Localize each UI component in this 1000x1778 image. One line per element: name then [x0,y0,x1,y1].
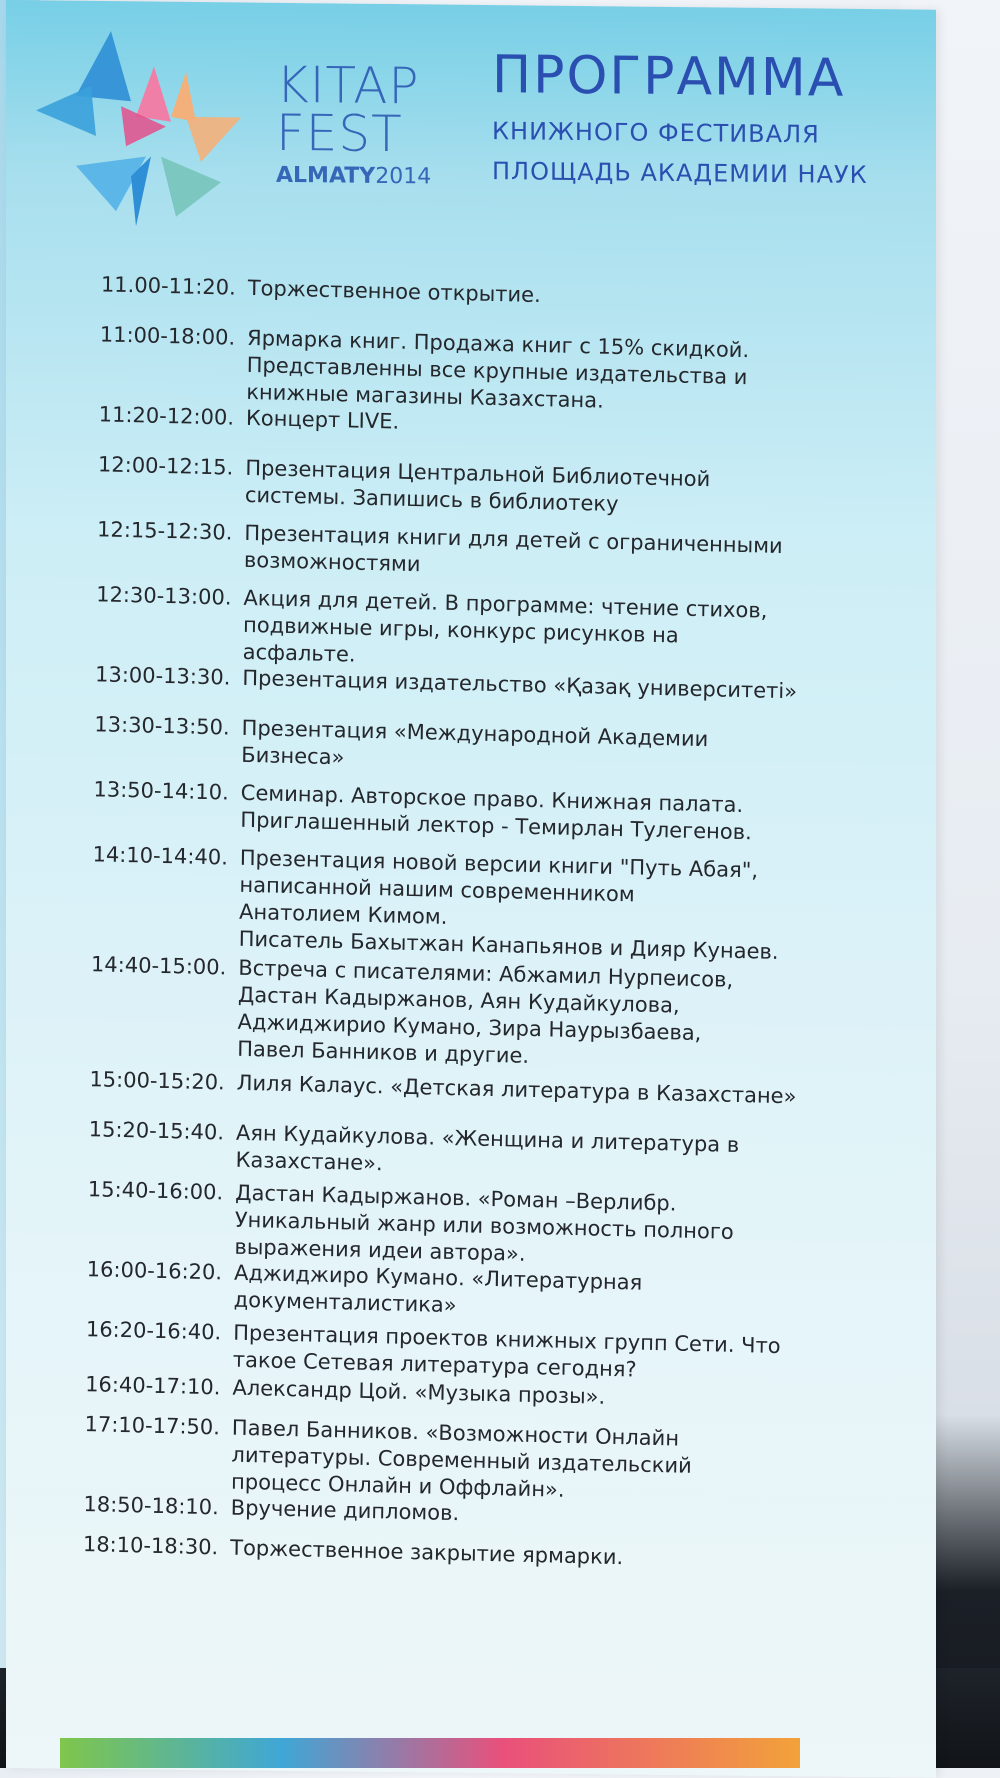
schedule-row [67,841,888,969]
schedule-row [65,951,886,1079]
page-subtitle: КНИЖНОГО ФЕСТИВАЛЯ [492,117,820,149]
schedule-event: Лиля Калаус. «Детская литература в Казахстане» [236,1070,797,1109]
schedule-event: Семинар. Авторское право. Книжная палата. Приглашенный лектор - Темирлан Тулегенов. [240,780,752,845]
schedule-time: 18:10-18:30. [82,1532,219,1560]
schedule-time: 11:20-12:00. [98,402,235,430]
schedule-time: 14:10-14:40. [92,842,229,870]
schedule-event: Дастан Кадыржанов. «Роман –Верлибр. Уникальный жанр или возможность полного выражения идеи автора». [234,1180,734,1266]
brand-year: 2014 [375,163,432,190]
schedule-row [72,516,893,590]
schedule-row [58,1530,878,1577]
schedule-time: 12:30-13:00. [96,582,232,610]
schedule-event: Презентация проектов книжных групп Сети. Что такое Сетевая литература сегодня? [232,1320,781,1382]
schedule-time: 12:15-12:30. [96,517,233,545]
festival-logo-icon [36,25,266,237]
schedule-time: 13:50-14:10. [93,777,229,805]
schedule-event: Презентация издательство «Қазақ университеті» [242,665,798,704]
page-title: ПРОГРАММА [492,45,846,109]
brand-city: ALMATY [276,162,376,189]
schedule-event: Аджиджиро Кумано. «Литературная документалистика» [233,1260,643,1318]
schedule-time: 16:20-16:40. [85,1317,222,1345]
program-banner [6,0,936,1778]
schedule-time: 16:40-17:10. [84,1372,221,1400]
schedule-list [76,271,896,1570]
schedule-event: Ярмарка книг. Продажа книг с 15% скидкой. Представленны все крупные издательства и книжные магазины Казахстана. [246,325,750,413]
schedule-event: Встреча с писателями: Абжамил Нурпеисов, Дастан Кадыржанов, Аян Кудайкулова, Аджиджирио Кумано, Зира Наурызбаева, Павел Банников и другие. [237,955,734,1068]
schedule-row [76,271,896,318]
brand-city-year [276,163,431,190]
schedule-time: 13:00-13:30. [94,662,231,690]
schedule-time: 15:00-15:20. [89,1067,225,1095]
schedule-time: 11:00-18:00. [99,322,236,350]
schedule-time: 11.00-11:20. [100,272,236,300]
schedule-event: Презентация новой версии книги "Путь Абая", написанной нашим современником Анатолием Кимом. Писатель Бахытжан Канапьянов и Дияр Кунаев. [238,845,779,964]
schedule-time: 16:00-16:20. [86,1257,223,1285]
schedule-event: Александр Цой. «Музыка прозы». [232,1375,606,1409]
schedule-event: Вручение дипломов. [230,1495,460,1526]
brand-wordmark [276,55,432,190]
brand-line-fest: FEST [276,103,403,164]
schedule-time: 17:10-17:50. [84,1412,221,1440]
schedule-time: 14:40-15:00. [90,952,227,980]
title-block [492,45,868,195]
page-location: ПЛОЩАДЬ АКАДЕМИИ НАУК [492,157,868,190]
schedule-event: Акция для детей. В программе: чтение стихов, подвижные игры, конкурс рисунков на асфальте. [242,585,768,667]
schedule-row [68,776,889,850]
schedule-event: Презентация Центральной Библиотечной системы. Запишись в библиотеку [244,455,711,517]
schedule-event: Аян Кудайкулова. «Женщина и литература в Казахстане». [235,1120,740,1176]
schedule-time: 15:40-16:00. [87,1177,224,1205]
schedule-event: Торжественное закрытие ярмарки. [230,1535,624,1570]
schedule-time: 13:30-13:50. [94,712,230,740]
schedule-row [69,711,890,785]
schedule-event: Павел Банников. «Возможности Онлайн литературы. Современный издательский процесс Онлайн и Оффлайн». [230,1415,692,1502]
schedule-time: 18:50-18:10. [83,1492,219,1520]
schedule-event: Концерт LIVE. [245,405,400,434]
schedule-time: 12:00-12:15. [97,452,234,480]
schedule-row [73,451,894,525]
brand-line-kitap: KITAP [276,55,420,116]
schedule-event: Презентация книги для детей с ограниченными возможностями [243,520,783,577]
schedule-event: Презентация «Международной Академии Бизнеса» [241,715,709,770]
schedule-event: Торжественное открытие. [247,275,541,308]
schedule-time: 15:20-15:40. [88,1117,225,1145]
banner-stand-base [60,1738,800,1768]
